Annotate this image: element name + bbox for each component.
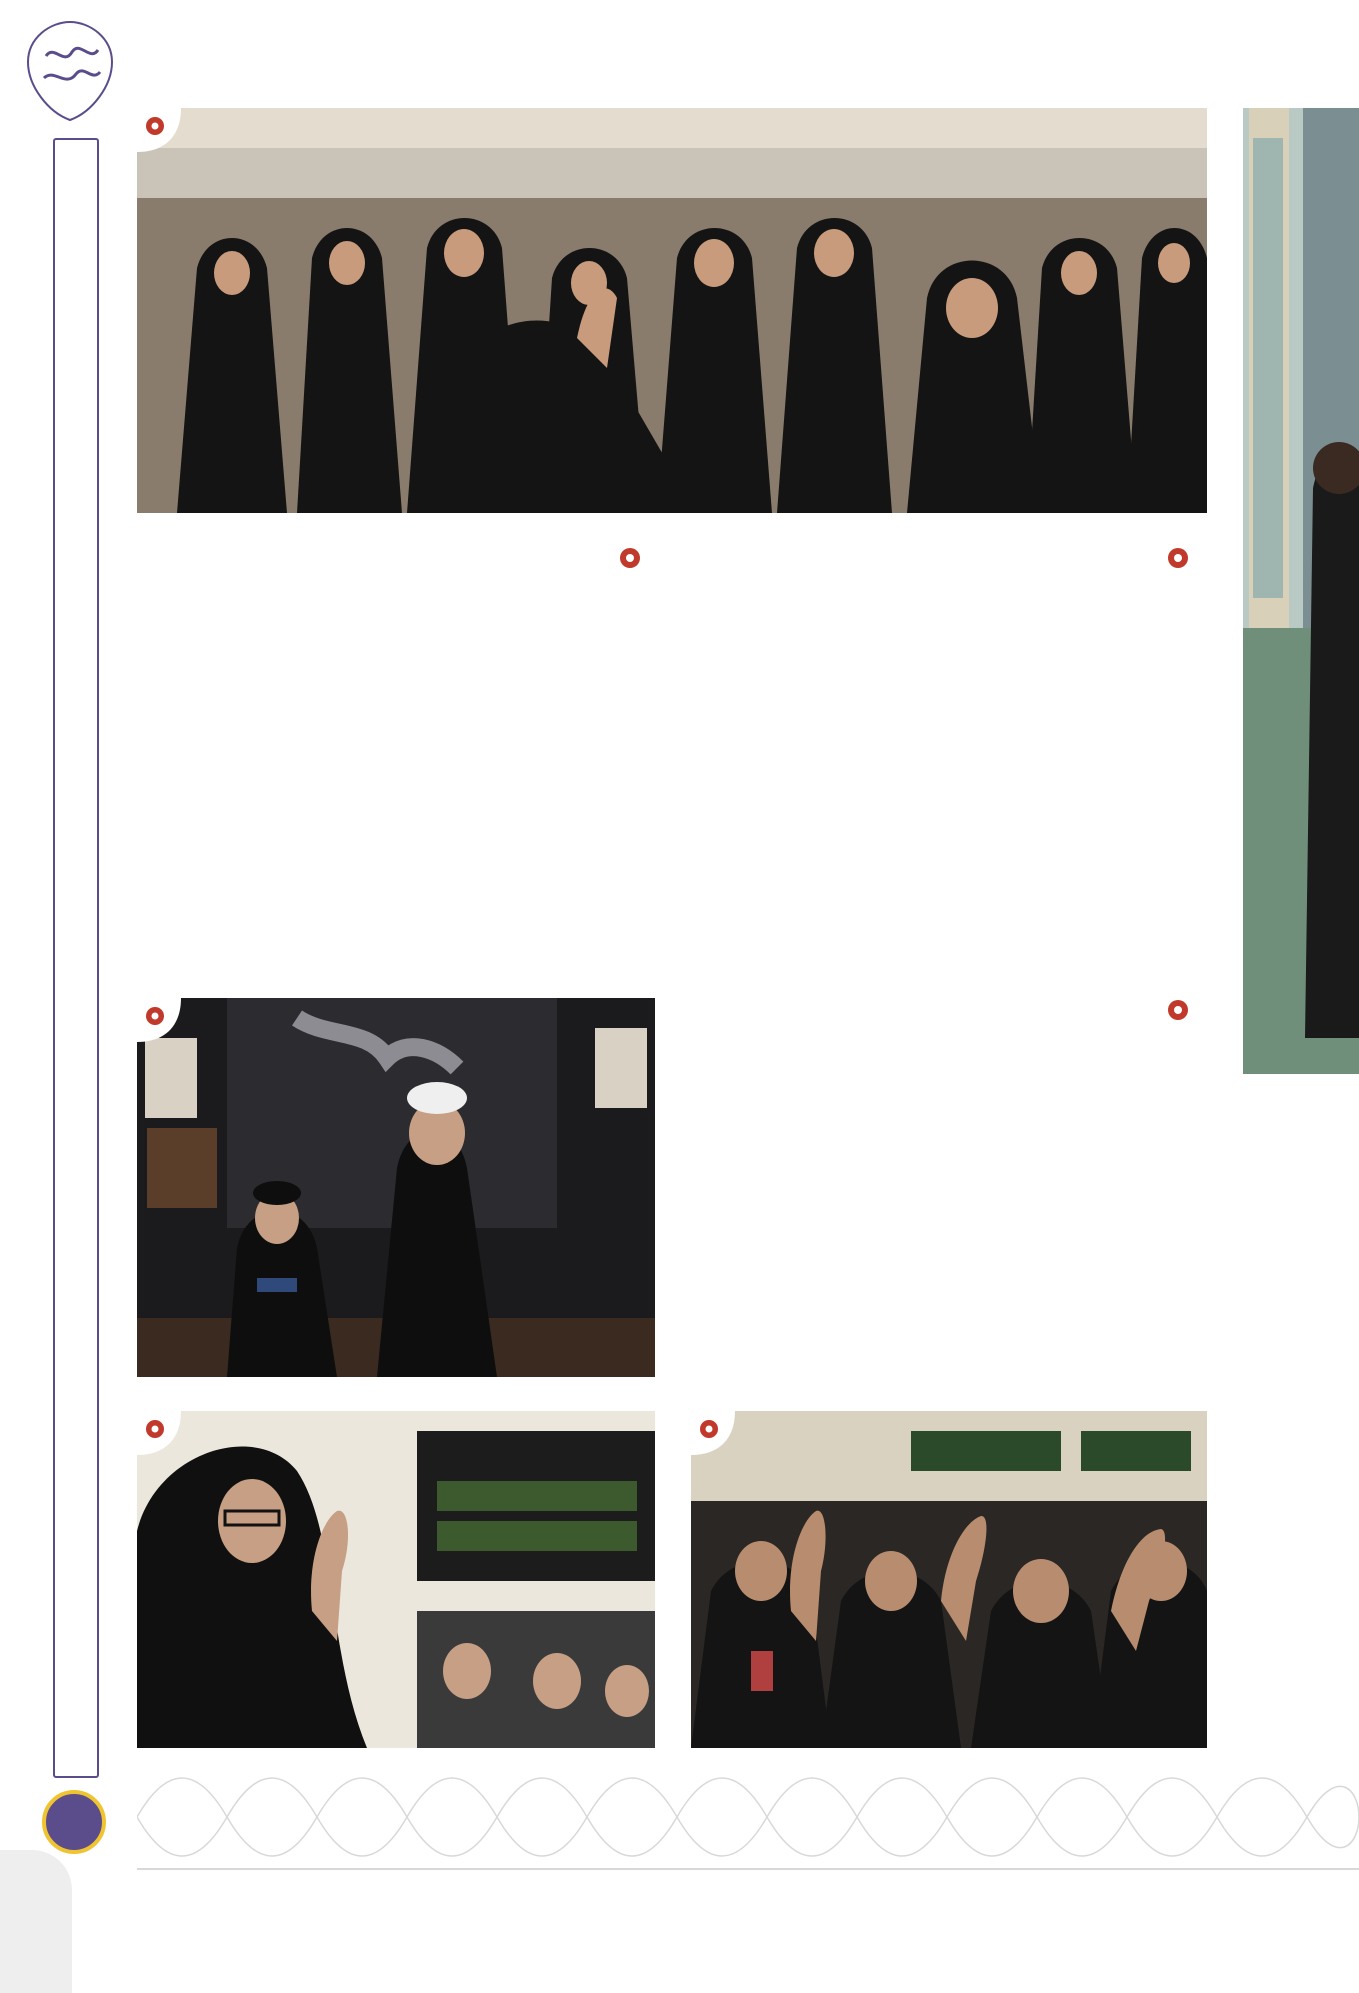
rosette-icon xyxy=(691,1411,735,1455)
section-heading-left-top xyxy=(137,544,612,574)
section-heading-right-top xyxy=(686,544,1160,574)
section-rosette-icon xyxy=(1166,546,1190,570)
corner-tab xyxy=(0,1850,72,1993)
photo-woman-signing xyxy=(137,1411,655,1748)
rosette-icon xyxy=(137,1411,181,1455)
photo-edge-strip xyxy=(1243,108,1359,1074)
page-number-badge xyxy=(42,1790,106,1854)
margin-band xyxy=(0,0,132,1993)
article-text-right-middle xyxy=(686,1029,1204,1395)
page-number xyxy=(46,1794,102,1850)
running-head xyxy=(64,150,88,810)
section-rosette-icon xyxy=(1166,998,1190,1022)
rosette-icon xyxy=(137,108,181,152)
photo-speakers-stage xyxy=(137,998,655,1377)
section-rosette-icon xyxy=(618,546,642,570)
article-text-right-top xyxy=(686,577,1204,967)
logo-emblem-icon xyxy=(20,16,120,126)
photo-mourners-women xyxy=(137,108,1207,513)
photo-men-raising-hands xyxy=(691,1411,1207,1748)
ornament-band xyxy=(137,1765,1359,1870)
rosette-icon xyxy=(137,998,181,1042)
article-text-left-top xyxy=(137,577,655,969)
section-heading-right-middle xyxy=(686,996,1160,1026)
